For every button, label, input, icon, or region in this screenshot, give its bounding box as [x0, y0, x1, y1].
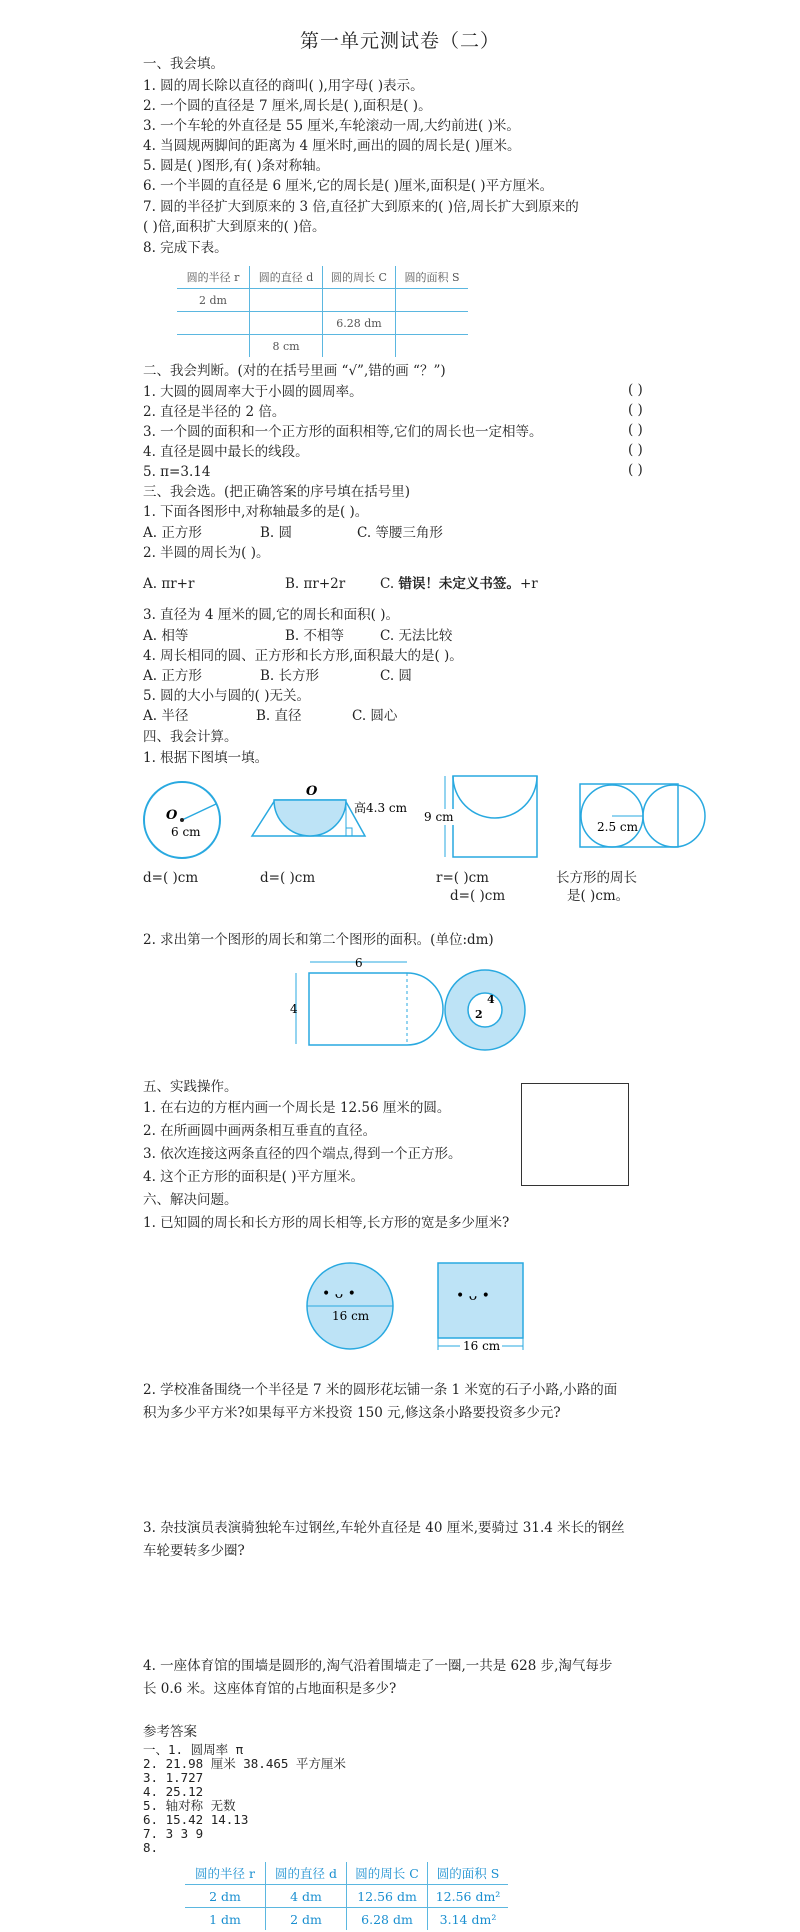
- answer-paren: ( ): [628, 402, 643, 418]
- table-header: 圆的面积 S: [396, 265, 470, 289]
- s1-question: 8. 完成下表。: [143, 240, 228, 256]
- fig-answer: 长方形的周长: [556, 870, 637, 886]
- section1-heading: 一、我会填。: [143, 56, 224, 72]
- height-label: 高4.3 cm: [354, 801, 407, 815]
- drawing-box[interactable]: [521, 1083, 629, 1186]
- s6-question: 1. 已知圆的周长和长方形的周长相等,长方形的宽是多少厘米?: [143, 1215, 510, 1231]
- s5-question: 2. 在所画圆中画两条相互垂直的直径。: [143, 1123, 377, 1139]
- s2-question: 4. 直径是圆中最长的线段。: [143, 444, 309, 460]
- square-figure: [453, 776, 537, 857]
- s6-question: 2. 学校准备围绕一个半径是 7 米的圆形花坛铺一条 1 米宽的石子小路,小路的面: [143, 1382, 618, 1398]
- answer-paren: ( ): [628, 382, 643, 398]
- table-header: 圆的直径 d: [250, 265, 323, 289]
- length-label: 2.5 cm: [597, 820, 638, 834]
- table-cell: 8 cm: [250, 335, 323, 359]
- center-dot: [180, 818, 184, 822]
- table-cell: 2 dm: [266, 1908, 347, 1932]
- table-header: 圆的直径 d: [266, 1861, 347, 1885]
- s3-option: C. 等腰三角形: [357, 525, 443, 541]
- answer-line: 8.: [143, 1840, 159, 1855]
- table-cell: 1 dm: [184, 1908, 266, 1932]
- s3-option: A. 正方形: [143, 525, 202, 541]
- answer-line: 一、1. 圆周率 π: [143, 1742, 244, 1757]
- height-label: 4: [290, 1002, 298, 1016]
- s2-question: 5. π=3.14: [143, 464, 211, 480]
- table-header: 圆的半径 r: [176, 265, 250, 289]
- s6-question: 3. 杂技演员表演骑独轮车过钢丝,车轮外直径是 40 厘米,要骑过 31.4 米长的钢丝: [143, 1520, 625, 1536]
- fig-answer: 是( )cm。: [567, 888, 630, 904]
- section5-heading: 五、实践操作。: [143, 1079, 238, 1095]
- answer-line: 3. 1.727: [143, 1770, 204, 1785]
- s3-option: A. 相等: [143, 628, 189, 644]
- s3-question: 4. 周长相同的圆、正方形和长方形,面积最大的是( )。: [143, 648, 463, 664]
- fig-answer: d=( )cm: [450, 888, 506, 904]
- table-header: 圆的面积 S: [428, 1861, 510, 1885]
- composite-figure: [309, 973, 443, 1045]
- s5-question: 3. 依次连接这两条直径的四个端点,得到一个正方形。: [143, 1146, 462, 1162]
- answers-heading: 参考答案: [143, 1724, 197, 1740]
- s3-option-tail: +r: [519, 576, 538, 592]
- s3-option: A. 半径: [143, 708, 189, 724]
- s3-question: 3. 直径为 4 厘米的圆,它的周长和面积( )。: [143, 607, 399, 623]
- s3-question: 2. 半圆的周长为( )。: [143, 545, 270, 561]
- page-title: 第一单元测试卷（二）: [299, 30, 500, 52]
- s1-question: ( )倍,面积扩大到原来的( )倍。: [143, 219, 326, 235]
- table-header: 圆的周长 C: [347, 1861, 428, 1885]
- s1-question: 3. 一个车轮的外直径是 55 厘米,车轮滚动一周,大约前进( )米。: [143, 118, 520, 134]
- s5-question: 1. 在右边的方框内画一个周长是 12.56 厘米的圆。: [143, 1100, 451, 1116]
- answer-paren: ( ): [628, 422, 643, 438]
- s3-option: C. 圆心: [352, 708, 398, 724]
- s6-question: 4. 一座体育馆的围墙是圆形的,淘气沿着围墙走了一圈,一共是 628 步,淘气每步: [143, 1658, 613, 1674]
- s1-question: 4. 当圆规两脚间的距离为 4 厘米时,画出的圆的周长是( )厘米。: [143, 138, 521, 154]
- s1-question: 1. 圆的周长除以直径的商叫( ),用字母( )表示。: [143, 78, 424, 94]
- length-label: 9 cm: [424, 810, 454, 824]
- s3-option: B. 长方形: [260, 668, 320, 684]
- table-cell: 2 dm: [176, 289, 250, 312]
- diameter-label: 16 cm: [332, 1309, 370, 1323]
- s3-option: B. 圆: [260, 525, 293, 541]
- s1-question: 7. 圆的半径扩大到原来的 3 倍,直径扩大到原来的( )倍,周长扩大到原来的: [143, 199, 579, 215]
- circle-figure: [643, 785, 705, 847]
- width-label: 6: [355, 956, 363, 970]
- section2-heading: 二、我会判断。(对的在括号里画 “√”,错的画 “？”): [143, 363, 446, 379]
- answer-line: 4. 25.12: [143, 1784, 204, 1799]
- s6-question: 长 0.6 米。这座体育馆的占地面积是多少?: [143, 1681, 397, 1697]
- s3-question: 5. 圆的大小与圆的( )无关。: [143, 688, 310, 704]
- table-cell: 12.56 dm²: [428, 1885, 510, 1908]
- answer-line: 6. 15.42 14.13: [143, 1812, 249, 1827]
- s3-option: B. 不相等: [285, 628, 345, 644]
- table-cell: 6.28 dm: [323, 312, 396, 335]
- s1-question: 6. 一个半圆的直径是 6 厘米,它的周长是( )厘米,面积是( )平方厘米。: [143, 178, 554, 194]
- fig-answer: d=( )cm: [143, 870, 199, 886]
- answer-paren: ( ): [628, 462, 643, 478]
- section4-heading: 四、我会计算。: [143, 729, 238, 745]
- table-cell: 2 dm: [184, 1885, 266, 1908]
- s2-question: 3. 一个圆的面积和一个正方形的面积相等,它们的周长也一定相等。: [143, 424, 543, 440]
- radius-line: [182, 804, 216, 820]
- center-label: O: [306, 784, 318, 799]
- answer-line: 5. 轴对称 无数: [143, 1798, 236, 1813]
- semicircle-figure: [274, 800, 346, 836]
- s3-option: B. πr+2r: [285, 576, 346, 592]
- ring-inner: [468, 993, 502, 1027]
- table-cell: 6.28 dm: [347, 1908, 428, 1932]
- right-angle-mark: [346, 828, 352, 836]
- table-cell: 4 dm: [266, 1885, 347, 1908]
- s1-question: 5. 圆是( )图形,有( )条对称轴。: [143, 158, 330, 174]
- s2-question: 1. 大圆的圆周率大于小圆的圆周率。: [143, 384, 363, 400]
- semicircle-arc: [453, 776, 537, 818]
- answer-line: 7. 3 3 9: [143, 1826, 204, 1841]
- table-header: 圆的半径 r: [184, 1861, 266, 1885]
- length-label: 6 cm: [171, 825, 201, 839]
- table-header: 圆的周长 C: [323, 265, 396, 289]
- section3-heading: 三、我会选。(把正确答案的序号填在括号里): [143, 484, 411, 500]
- s3-option: A. 正方形: [143, 668, 202, 684]
- s3-option: C. 无法比较: [380, 628, 453, 644]
- inner-radius-label: 2: [475, 1008, 483, 1021]
- outer-radius-label: 4: [487, 993, 495, 1006]
- s3-option: B. 直径: [256, 708, 302, 724]
- fig-answer: r=( )cm: [436, 870, 489, 886]
- s3-option: C. 圆: [380, 668, 412, 684]
- table-cell: 12.56 dm: [347, 1885, 428, 1908]
- s4-question: 1. 根据下图填一填。: [143, 750, 269, 766]
- s3-option: A. πr+r: [143, 576, 195, 592]
- s4-question: 2. 求出第一个图形的周长和第二个图形的面积。(单位:dm): [143, 932, 494, 948]
- face-icon: • ᴗ •: [456, 1288, 490, 1304]
- s6-question: 车轮要转多少圈?: [143, 1543, 245, 1559]
- answer-line: 2. 21.98 厘米 38.465 平方厘米: [143, 1756, 346, 1771]
- center-label: O: [166, 808, 178, 823]
- s3-question: 1. 下面各图形中,对称轴最多的是( )。: [143, 504, 369, 520]
- length-label: 16 cm: [463, 1339, 501, 1353]
- s6-question: 积为多少平方米?如果每平方米投资 150 元,修这条小路要投资多少元?: [143, 1405, 561, 1421]
- section6-heading: 六、解决问题。: [143, 1192, 238, 1208]
- answer-table: [183, 1860, 510, 1932]
- fig-answer: d=( )cm: [260, 870, 316, 886]
- s2-question: 2. 直径是半径的 2 倍。: [143, 404, 286, 420]
- face-icon: • ᴗ •: [322, 1286, 356, 1302]
- answer-paren: ( ): [628, 442, 643, 458]
- error-text: 错误！未定义书签。: [398, 576, 520, 592]
- s3-option-label: C.: [380, 576, 395, 592]
- s1-question: 2. 一个圆的直径是 7 厘米,周长是( ),面积是( )。: [143, 98, 432, 114]
- table-cell: 3.14 dm²: [428, 1908, 510, 1932]
- s5-question: 4. 这个正方形的面积是( )平方厘米。: [143, 1169, 364, 1185]
